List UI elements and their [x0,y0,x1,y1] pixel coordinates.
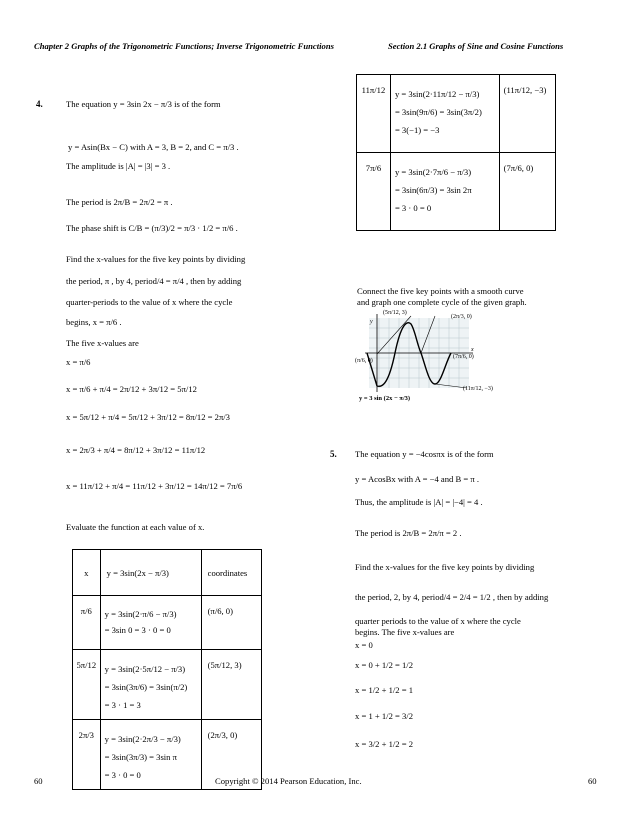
table-header-y: y = 3sin(2x − π/3) [100,550,201,596]
row-line-3: = 3 · 0 = 0 [394,203,432,213]
row-x: 2π/3 [73,720,101,790]
problem-4-x5: x = 11π/12 + π/4 = 11π/12 + 3π/12 = 14π/12 = 7π/6 [66,481,243,491]
problem-5-find-4: begins. The five x-values are [355,627,455,637]
section-header: Section 2.1 Graphs of Sine and Cosine Functions [388,41,564,51]
problem-4-find-3: quarter-periods to the value of x where the cycle [66,297,233,307]
problem-5-period: The period is 2π/B = 2π/π = 2 . [355,528,462,538]
graph-point-label: (2π/3, 0) [451,314,472,320]
row-x: 11π/12 [357,75,391,153]
problem-5-find-1: Find the x-values for the five key points by dividing [355,562,535,572]
graph-point-label: (7π/6, 0) [453,354,474,360]
problem-4-phase: The phase shift is C/B = (π/3)/2 = π/3 · 1/2 = π/6 . [66,223,238,233]
problem-5-intro: The equation y = −4cosπx is of the form [355,449,494,459]
problem-4-five-x-heading: The five x-values are [66,338,139,348]
table-row [357,75,556,153]
graph-point-label: (π/6, 0) [355,358,373,364]
chapter-header: Chapter 2 Graphs of the Trigonometric Functions; Inverse Trigonometric Functions [34,41,334,51]
table-row [357,153,556,231]
problem-4-amplitude: The amplitude is |A| = |3| = 3 . [66,161,171,171]
problem-5-find-2: the period, 2, by 4, period/4 = 2/4 = 1/2 , then by adding [355,592,549,602]
row-line-1: y = 3sin(2·11π/12 − π/3) [394,89,480,99]
row-x: 7π/6 [357,153,391,231]
row-coordinates: (7π/6, 0) [499,153,555,231]
row-line-2: = 3sin(3π/3) = 3sin π [104,752,177,762]
copyright-notice: Copyright © 2014 Pearson Education, Inc. [215,776,362,786]
row-line-2: = 3sin 0 = 3 · 0 = 0 [104,625,171,635]
graph-x-axis-label: x [471,347,474,353]
graph-y-axis-label: y [370,319,373,325]
problem-4-x2: x = π/6 + π/4 = 2π/12 + 3π/12 = 5π/12 [66,384,197,394]
table-header-coordinates: coordinates [201,550,261,596]
evaluation-table-left [72,549,262,790]
row-line-1: y = 3sin(2·π/6 − π/3) [104,609,177,619]
row-line-1: y = 3sin(2·2π/3 − π/3) [104,734,181,744]
problem-4-x1: x = π/6 [66,357,91,367]
sine-graph [355,304,505,404]
row-line-2: = 3sin(3π/6) = 3sin(π/2) [104,682,188,692]
problem-4-find-2: the period, π , by 4, period/4 = π/4 , then by adding [66,276,242,286]
graph-point-label: (5π/12, 3) [383,310,407,316]
problem-5-number: 5. [330,449,337,459]
table-header-x: x [73,550,101,596]
table-row [73,596,262,650]
problem-5-x5: x = 3/2 + 1/2 = 2 [355,739,413,749]
problem-4-x4: x = 2π/3 + π/4 = 8π/12 + 3π/12 = 11π/12 [66,445,206,455]
graph-equation: y = 3 sin (2x − π/3) [359,395,411,402]
row-coordinates: (2π/3, 0) [201,720,261,790]
row-coordinates: (11π/12, −3) [499,75,555,153]
problem-4-x3: x = 5π/12 + π/4 = 5π/12 + 3π/12 = 8π/12 = 2π/3 [66,412,230,422]
table-header-row [73,550,262,596]
problem-5-x3: x = 1/2 + 1/2 = 1 [355,685,413,695]
graph-point-label: (11π/12, −3) [463,386,493,392]
row-line-1: y = 3sin(2·7π/6 − π/3) [394,167,472,177]
row-coordinates: (π/6, 0) [201,596,261,650]
evaluation-table-right [356,74,556,231]
problem-5-find-3: quarter periods to the value of x where the cycle [355,616,521,626]
problem-4-period: The period is 2π/B = 2π/2 = π . [66,197,173,207]
page-number-right: 60 [588,776,597,786]
row-x: π/6 [73,596,101,650]
page-number-left: 60 [34,776,43,786]
problem-5-form: y = AcosBx with A = −4 and B = π . [355,474,479,484]
problem-4-number: 4. [36,99,43,109]
row-line-3: = 3 · 0 = 0 [104,770,141,780]
row-coordinates: (5π/12, 3) [201,650,261,720]
problem-5-x4: x = 1 + 1/2 = 3/2 [355,711,413,721]
problem-4-form: y = Asin(Bx − C) with A = 3, B = 2, and C = π/3 . [68,142,239,152]
problem-4-find-4: begins, x = π/6 . [66,317,122,327]
problem-4-evaluate: Evaluate the function at each value of x. [66,522,205,532]
connect-instruction-1: Connect the five key points with a smooth curve [357,286,524,296]
row-line-2: = 3sin(6π/3) = 3sin 2π [394,185,472,195]
row-line-2: = 3sin(9π/6) = 3sin(3π/2) [394,107,482,117]
table-row [73,650,262,720]
problem-4-intro: The equation y = 3sin 2x − π/3 is of the form [66,99,221,109]
connect-instruction-2: and graph one complete cycle of the given graph. [357,297,527,307]
row-line-3: = 3 · 1 = 3 [104,700,141,710]
problem-5-amplitude: Thus, the amplitude is |A| = |−4| = 4 . [355,497,483,507]
row-line-3: = 3(−1) = −3 [394,125,440,135]
row-x: 5π/12 [73,650,101,720]
problem-5-x2: x = 0 + 1/2 = 1/2 [355,660,413,670]
row-line-1: y = 3sin(2·5π/12 − π/3) [104,664,186,674]
problem-4-find-1: Find the x-values for the five key points by dividing [66,254,246,264]
problem-5-x1: x = 0 [355,640,373,650]
